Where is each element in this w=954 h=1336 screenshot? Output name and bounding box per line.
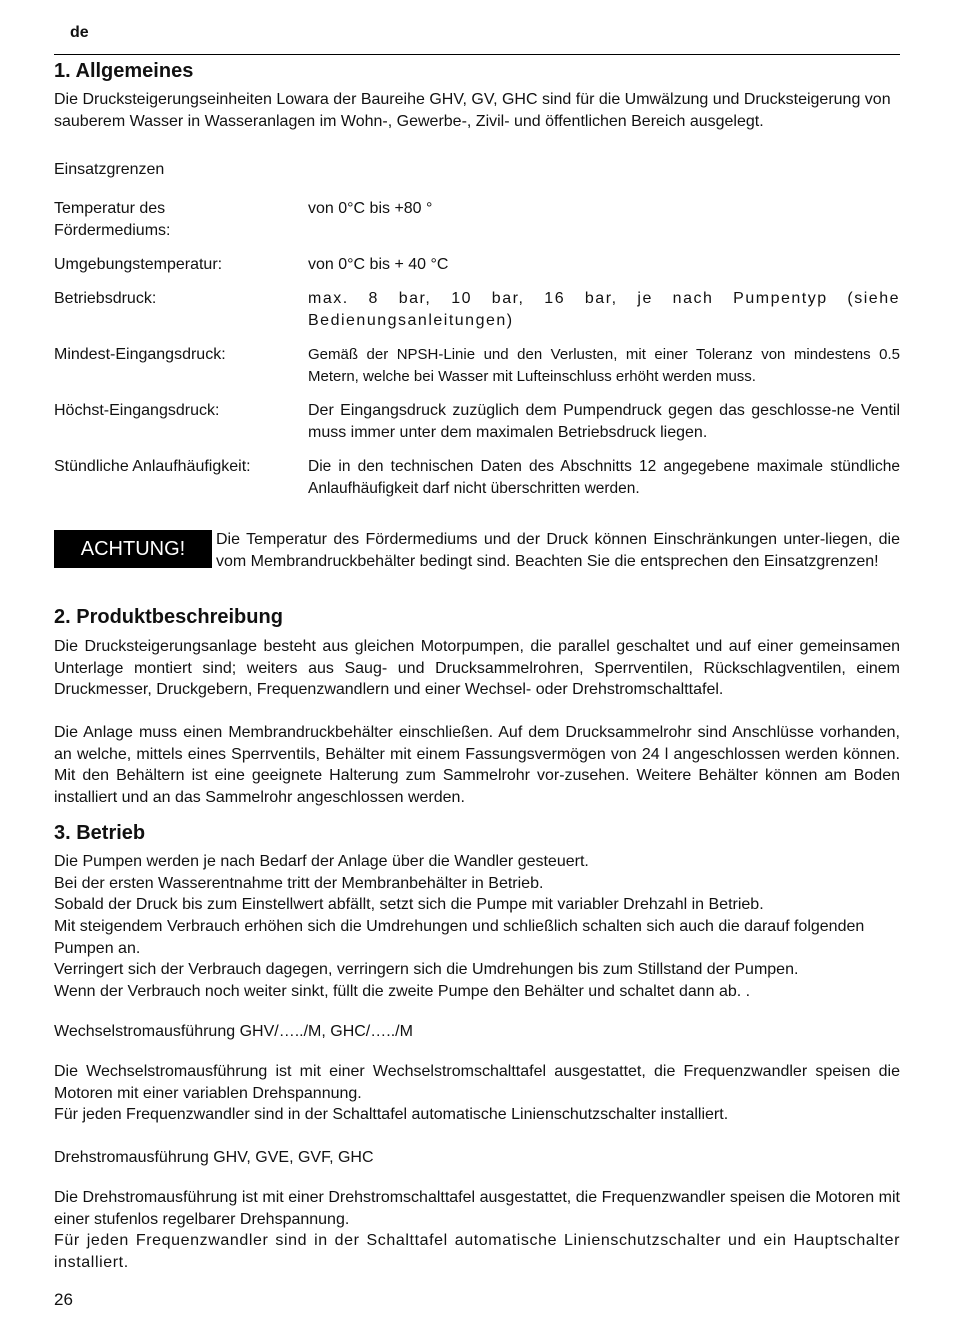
product-paragraph-1: Die Drucksteigerungsanlage besteht aus gleichen Motorpumpen, die parallel geschaltet und auf einer gemeinsamen Unterlage montiert sind; weiters aus Saug- und Drucksammelrohren, Sperrventilen, Rückschlagventilen, einem Druckmesser, Druckgebern, Frequenzwandlern und einer Wechsel- oder Drehstromschalttafel.	[54, 638, 900, 699]
limit-value: von 0°C bis + 40 °C	[308, 256, 449, 273]
threephase-version-paragraph-2: Für jeden Frequenzwandler sind in der Schalttafel automatische Linienschutzschalter und ein Hauptschalter installiert.	[54, 1232, 900, 1271]
operation-line: Verringert sich der Verbrauch dagegen, verringern sich die Umdrehungen bis zum Stillstand der Pumpen.	[54, 961, 799, 978]
operation-line: Wenn der Verbrauch noch weiter sinkt, füllt die zweite Pumpe den Behälter und schaltet dann ab. .	[54, 983, 751, 1000]
limit-label: Höchst-Eingangsdruck:	[54, 402, 220, 419]
warning-text: Die Temperatur des Fördermediums und der Druck können Einschränkungen unter-liegen, die vom Membrandruckbehälter bedingt sind. Beachten Sie die entsprechen den Einsatzgrenzen!	[216, 531, 900, 570]
limit-value: Der Eingangsdruck zuzüglich dem Pumpendruck gegen das geschlosse-ne Ventil muss immer unter dem maximalen Betriebsdruck liegen.	[308, 402, 900, 441]
operation-line: Die Pumpen werden je nach Bedarf der Anlage über die Wandler gesteuert.	[54, 853, 589, 870]
threephase-version-heading: Drehstromausführung GHV, GVE, GVF, GHC	[54, 1149, 374, 1166]
section-title-betrieb: 3. Betrieb	[54, 822, 146, 844]
page-number: 26	[54, 1290, 73, 1309]
language-label: de	[70, 24, 89, 41]
limit-label: Stündliche Anlaufhäufigkeit:	[54, 458, 251, 475]
limit-value: max. 8 bar, 10 bar, 16 bar, je nach Pumpentyp (siehe Bedienungsanleitungen)	[308, 290, 900, 329]
ac-version-paragraph-1: Die Wechselstromausführung ist mit einer Wechselstromschalttafel ausgestattet, die Frequenzwandler speisen die Motoren mit einer variablen Drehspannung.	[54, 1063, 900, 1102]
warning-badge: ACHTUNG!	[54, 530, 212, 568]
limits-heading: Einsatzgrenzen	[54, 161, 165, 178]
ac-version-heading: Wechselstromausführung GHV/…../M, GHC/…../M	[54, 1023, 413, 1040]
intro-paragraph: Die Drucksteigerungseinheiten Lowara der Baureihe GHV, GV, GHC sind für die Umwälzung und Drucksteigerung von sauberem Wasser in Wasseranlagen im Wohn-, Gewerbe-, Zivil- und öffentlichen Bereich ausgelegt.	[54, 91, 891, 130]
limit-label: Umgebungstemperatur:	[54, 256, 223, 273]
limit-value: Die in den technischen Daten des Abschnitts 12 angegebene maximale stündliche Anlaufhäufigkeit darf nicht überschritten werden.	[308, 458, 900, 497]
product-paragraph-2: Die Anlage muss einen Membrandruckbehälter einschließen. Auf dem Drucksammelrohr sind Anschlüsse vorhanden, an welche, mittels eines Sperrventils, Behälter mit einem Fassungsvermögen von 24 l angeschlossen werden können. Mit den Behältern ist eine geeignete Halterung zum Sammelrohr vor-zusehen. Weitere Behälter können am Boden installiert und an das Sammelrohr angeschlossen werden.	[54, 724, 900, 806]
limit-label: Betriebsdruck:	[54, 290, 157, 307]
section-title-produktbeschreibung: 2. Produktbeschreibung	[54, 606, 283, 628]
limit-value: Gemäß der NPSH-Linie und den Verlusten, mit einer Toleranz von mindestens 0.5 Metern, welche bei Wasser mit Lufteinschluss erhöht werden muss.	[308, 346, 900, 385]
limit-label: Temperatur des Fördermediums:	[54, 200, 171, 239]
threephase-version-paragraph-1: Die Drehstromausführung ist mit einer Drehstromschalttafel ausgestattet, die Frequenzwandler speisen die Motoren mit einer stufenlos regelbarer Drehspannung.	[54, 1189, 900, 1228]
operation-line: Bei der ersten Wasserentnahme tritt der Membranbehälter in Betrieb.	[54, 875, 544, 892]
header-rule	[54, 54, 900, 55]
operation-line: Mit steigendem Verbrauch erhöhen sich die Umdrehungen und schließlich schalten sich auch die darauf folgenden Pumpen an.	[54, 918, 865, 957]
section-title-allgemeines: 1. Allgemeines	[54, 60, 194, 82]
ac-version-paragraph-2: Für jeden Frequenzwandler sind in der Schalttafel automatische Linienschutzschalter installiert.	[54, 1106, 729, 1123]
operation-line: Sobald der Druck bis zum Einstellwert abfällt, setzt sich die Pumpe mit variabler Drehzahl in Betrieb.	[54, 896, 764, 913]
limit-label: Mindest-Eingangsdruck:	[54, 346, 226, 363]
limit-value: von 0°C bis +80 °	[308, 200, 433, 217]
